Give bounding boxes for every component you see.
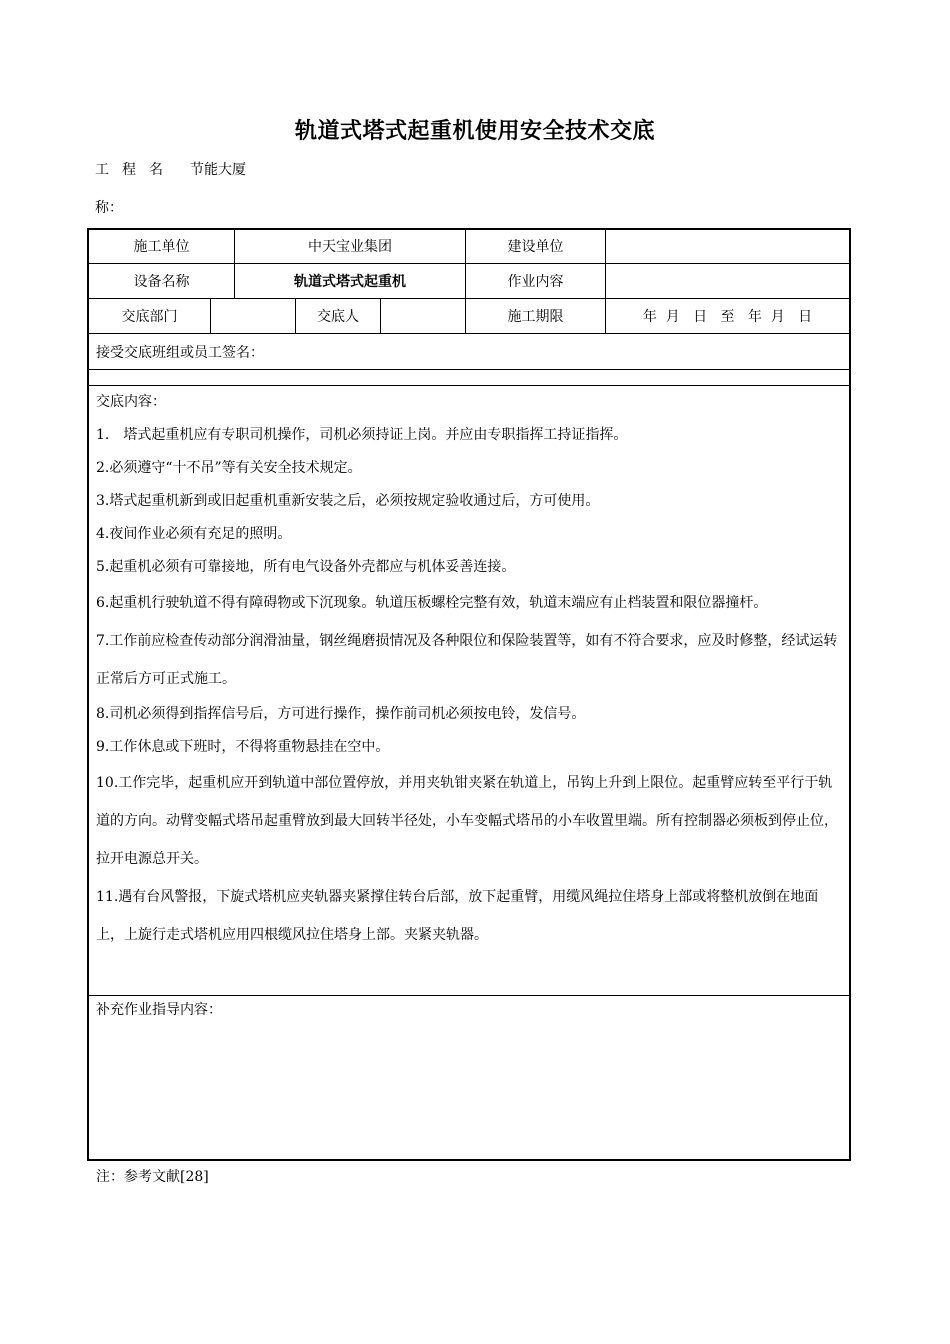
construction-period-label: 施工期限 bbox=[507, 309, 564, 325]
project-name-value: 节能大厦 bbox=[190, 162, 246, 178]
list-item: 5.起重机必须有可靠接地，所有电气设备外壳都应与机体妥善连接。 bbox=[96, 559, 516, 575]
list-item: 4.夜间作业必须有充足的照明。 bbox=[96, 526, 292, 542]
builder-unit-label: 建设单位 bbox=[507, 239, 564, 255]
list-item: 7.工作前应检查传动部分润滑油量，钢丝绳磨损情况及各种限位和保险装置等，如有不符合要求，应及时修整，经试运转正常后方可正式施工。 bbox=[96, 633, 838, 687]
list-item: 11.遇有台风警报，下旋式塔机应夹轨器夹紧撑住转台后部，放下起重臂，用缆风绳拉住塔身上部或将整机放倒在地面上，上旋行走式塔机应用四根缆风拉住塔身上部。夹紧夹轨器。 bbox=[96, 889, 819, 943]
list-item: 6.起重机行驶轨道不得有障碍物或下沉现象。轨道压板螺栓完整有效，轨道末端应有止档装置和限位器撞杆。 bbox=[96, 595, 768, 611]
document-title: 轨道式塔式起重机使用安全技术交底 bbox=[294, 119, 655, 144]
disclosure-person-value bbox=[381, 299, 465, 333]
construction-unit-label: 施工单位 bbox=[133, 239, 190, 255]
list-item: 2.必须遵守“十不吊”等有关安全技术规定。 bbox=[96, 460, 362, 476]
signature-label: 接受交底班组或员工签名： bbox=[96, 344, 264, 361]
reference-note: 注：参考文献[28] bbox=[96, 1169, 209, 1185]
equipment-name-value: 轨道式塔式起重机 bbox=[294, 274, 406, 290]
work-content-value bbox=[606, 264, 849, 298]
content-heading: 交底内容： bbox=[96, 394, 166, 410]
disclosure-person-label: 交底人 bbox=[317, 309, 359, 325]
project-name-row bbox=[95, 159, 246, 179]
list-item: 8.司机必须得到指挥信号后，方可进行操作，操作前司机必须按电铃，发信号。 bbox=[96, 706, 586, 722]
construction-period-value: 年 月 日 至 年 月 日 bbox=[642, 309, 813, 325]
supplement-label: 补充作业指导内容： bbox=[96, 1002, 222, 1018]
list-item: 10.工作完毕，起重机应开到轨道中部位置停放，并用夹轨钳夹紧在轨道上，吊钩上升到上限位。起重臂应转至平行于轨道的方向。动臂变幅式塔吊起重臂放到最大回转半径处，小车变幅式塔吊的小车收置里端。所有控制器必须板到停止位，拉开电源总开关。 bbox=[96, 775, 838, 867]
builder-unit-value bbox=[606, 229, 849, 263]
list-item: 9.工作休息或下班时，不得将重物悬挂在空中。 bbox=[96, 739, 390, 755]
construction-unit-value: 中天宝业集团 bbox=[308, 239, 392, 255]
list-item: 1. 塔式起重机应有专职司机操作，司机必须持证上岗。并应由专职指挥工持证指挥。 bbox=[96, 427, 628, 443]
project-name-label-cont: 称： bbox=[95, 200, 123, 216]
equipment-name-label: 设备名称 bbox=[133, 274, 190, 290]
disclosure-content bbox=[96, 386, 846, 954]
list-item: 3.塔式起重机新到或旧起重机重新安装之后，必须按规定验收通过后，方可使用。 bbox=[96, 493, 600, 509]
work-content-label: 作业内容 bbox=[507, 274, 564, 290]
disclosure-dept-label: 交底部门 bbox=[121, 309, 178, 325]
project-name-label: 工程名 bbox=[95, 162, 176, 178]
disclosure-dept-value bbox=[211, 299, 295, 333]
